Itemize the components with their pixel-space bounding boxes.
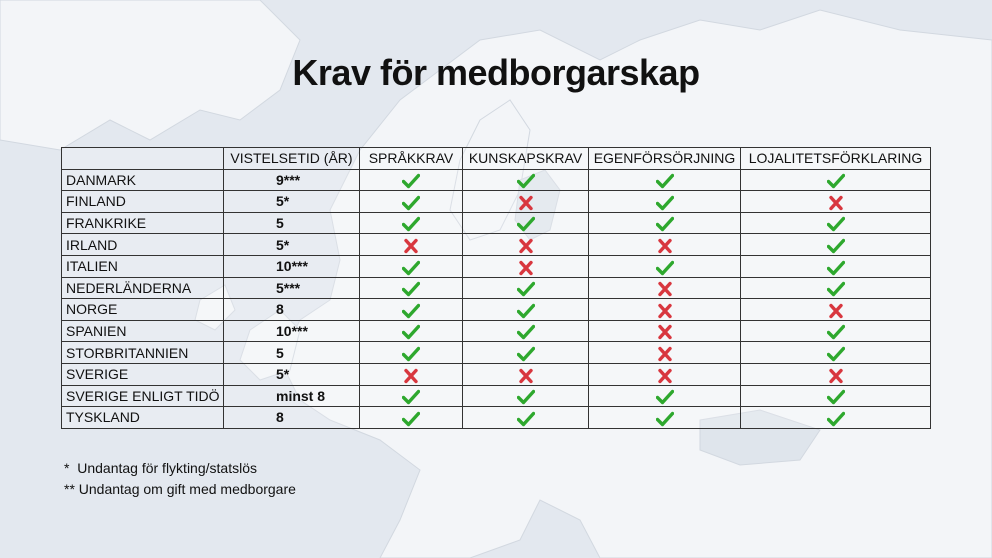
cross-icon [402,237,420,253]
loyalty-cell [741,212,931,234]
country-cell: STORBRITANNIEN [62,342,224,364]
country-cell: SVERIGE ENLIGT TIDÖ [62,385,224,407]
header-loyalty-declaration: LOJALITETSFÖRKLARING [741,148,931,170]
check-icon [402,388,420,404]
residence-years-cell: 5* [224,234,360,256]
footnotes [64,458,296,500]
residence-years-cell: minst 8 [224,385,360,407]
residence-years-cell: 5* [224,363,360,385]
check-icon [402,301,420,317]
check-icon [517,301,535,317]
check-icon [517,409,535,425]
cross-icon [517,193,535,209]
cross-icon [827,366,845,382]
self-support-cell [589,342,741,364]
check-icon [656,215,674,231]
self-support-cell [589,212,741,234]
check-icon [656,258,674,274]
cross-icon [656,237,674,253]
self-support-cell [589,169,741,191]
loyalty-cell [741,407,931,429]
header-country [62,148,224,170]
check-icon [827,172,845,188]
language-cell [360,363,463,385]
check-icon [827,345,845,361]
loyalty-cell [741,255,931,277]
country-cell: DANMARK [62,169,224,191]
loyalty-cell [741,191,931,213]
residence-years-cell: 5 [224,212,360,234]
table-row [62,385,931,407]
knowledge-cell [463,169,589,191]
check-icon [827,409,845,425]
self-support-cell [589,191,741,213]
table-header-row [62,148,931,170]
knowledge-cell [463,255,589,277]
self-support-cell [589,234,741,256]
cross-icon [517,237,535,253]
country-cell: TYSKLAND [62,407,224,429]
table-row [62,169,931,191]
check-icon [517,215,535,231]
residence-years-cell: 10*** [224,320,360,342]
table-row [62,299,931,321]
loyalty-cell [741,299,931,321]
language-cell [360,234,463,256]
loyalty-cell [741,234,931,256]
residence-years-cell: 9*** [224,169,360,191]
language-cell [360,299,463,321]
header-residence-time: VISTELSETID (ÅR) [224,148,360,170]
cross-icon [402,366,420,382]
table-body [62,169,931,428]
check-icon [402,280,420,296]
check-icon [827,237,845,253]
language-cell [360,320,463,342]
cross-icon [517,366,535,382]
cross-icon [827,301,845,317]
check-icon [827,323,845,339]
table-row [62,277,931,299]
self-support-cell [589,255,741,277]
check-icon [517,280,535,296]
table-row [62,320,931,342]
header-language-requirement: SPRÅKKRAV [360,148,463,170]
check-icon [402,193,420,209]
check-icon [827,258,845,274]
check-icon [517,172,535,188]
loyalty-cell [741,342,931,364]
table-row [62,342,931,364]
check-icon [827,280,845,296]
check-icon [827,215,845,231]
header-knowledge-requirement: KUNSKAPSKRAV [463,148,589,170]
table-row [62,234,931,256]
cross-icon [656,280,674,296]
knowledge-cell [463,342,589,364]
language-cell [360,277,463,299]
page-title: Krav för medborgarskap [292,52,700,93]
cross-icon [656,345,674,361]
loyalty-cell [741,277,931,299]
country-cell: SPANIEN [62,320,224,342]
knowledge-cell [463,277,589,299]
check-icon [402,409,420,425]
residence-years-cell: 8 [224,299,360,321]
residence-years-cell: 8 [224,407,360,429]
knowledge-cell [463,212,589,234]
table-row [62,191,931,213]
table-row [62,212,931,234]
loyalty-cell [741,363,931,385]
footnote-married: ** Undantag om gift med medborgare [64,481,296,497]
self-support-cell [589,320,741,342]
residence-years-cell: 10*** [224,255,360,277]
self-support-cell [589,299,741,321]
country-cell: FINLAND [62,191,224,213]
check-icon [656,409,674,425]
self-support-cell [589,385,741,407]
check-icon [827,388,845,404]
residence-years-cell: 5* [224,191,360,213]
knowledge-cell [463,320,589,342]
check-icon [656,193,674,209]
country-cell: NEDERLÄNDERNA [62,277,224,299]
loyalty-cell [741,385,931,407]
loyalty-cell [741,320,931,342]
loyalty-cell [741,169,931,191]
check-icon [517,345,535,361]
knowledge-cell [463,191,589,213]
knowledge-cell [463,385,589,407]
check-icon [402,172,420,188]
knowledge-cell [463,299,589,321]
knowledge-cell [463,363,589,385]
check-icon [402,215,420,231]
check-icon [402,345,420,361]
language-cell [360,169,463,191]
check-icon [517,323,535,339]
country-cell: IRLAND [62,234,224,256]
check-icon [656,388,674,404]
language-cell [360,191,463,213]
language-cell [360,255,463,277]
self-support-cell [589,363,741,385]
country-cell: ITALIEN [62,255,224,277]
check-icon [402,323,420,339]
cross-icon [656,301,674,317]
check-icon [517,388,535,404]
knowledge-cell [463,407,589,429]
header-self-support: EGENFÖRSÖRJNING [589,148,741,170]
language-cell [360,407,463,429]
residence-years-cell: 5 [224,342,360,364]
citizenship-requirements-table [61,147,931,429]
table-row [62,407,931,429]
language-cell [360,342,463,364]
language-cell [360,385,463,407]
knowledge-cell [463,234,589,256]
cross-icon [656,323,674,339]
check-icon [402,258,420,274]
cross-icon [517,258,535,274]
cross-icon [827,193,845,209]
check-icon [656,172,674,188]
country-cell: FRANKRIKE [62,212,224,234]
cross-icon [656,366,674,382]
country-cell: SVERIGE [62,363,224,385]
footnote-refugee: * Undantag för flykting/statslös [64,460,257,476]
residence-years-cell: 5*** [224,277,360,299]
table-row [62,255,931,277]
self-support-cell [589,407,741,429]
language-cell [360,212,463,234]
self-support-cell [589,277,741,299]
table-row [62,363,931,385]
country-cell: NORGE [62,299,224,321]
